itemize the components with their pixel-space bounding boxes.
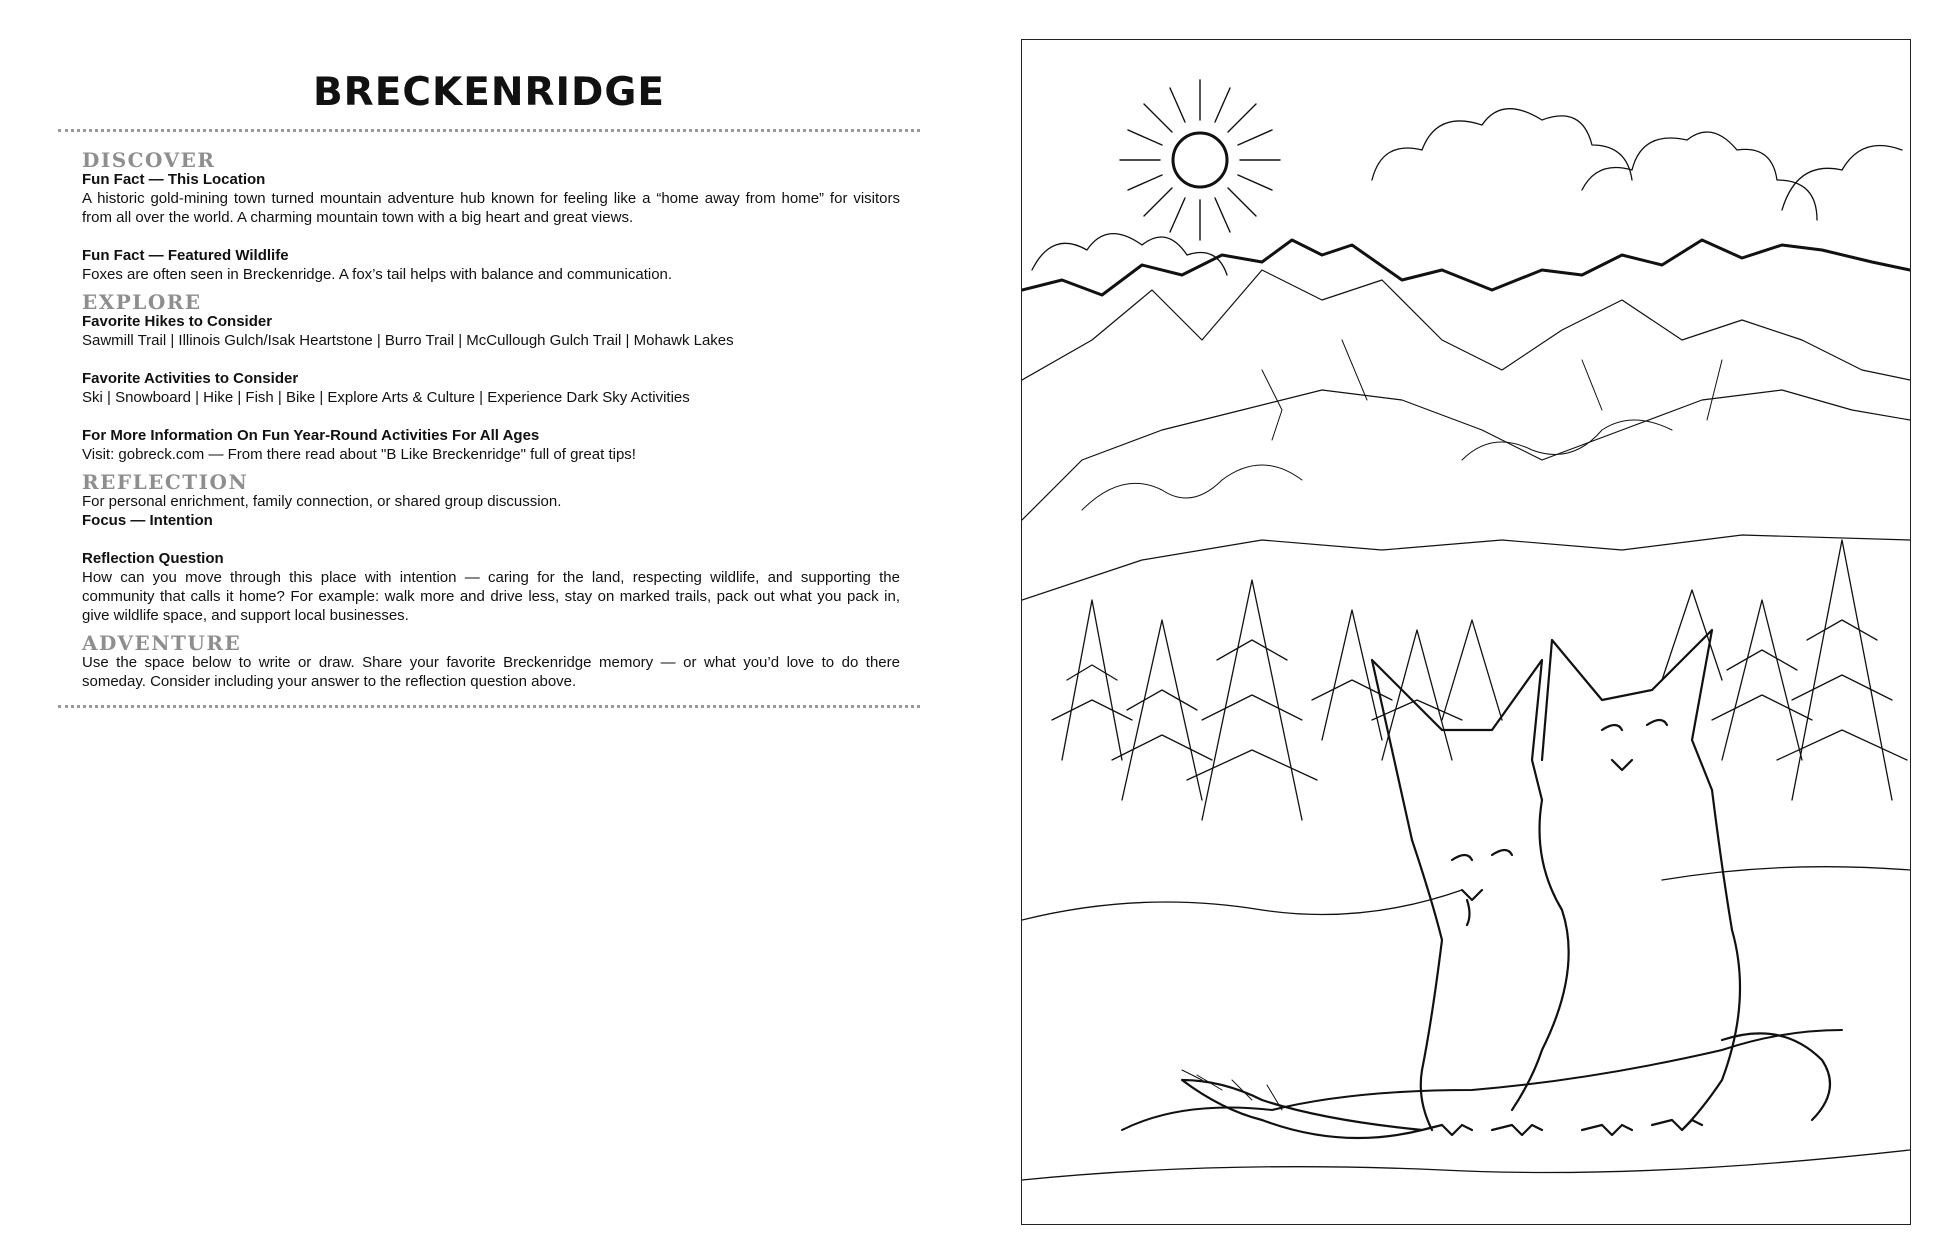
- activities-text: Ski | Snowboard | Hike | Fish | Bike | Explore Arts & Culture | Experience Dark Sky Activities: [82, 389, 690, 406]
- adventure-section: [82, 633, 900, 691]
- explore-section: [82, 292, 900, 464]
- reflection-question-text: How can you move through this place with intention — caring for the land, respecting wildlife, and supporting the community that calls it home? For example: walk more and drive less, stay on marked trails, pack out what you pack in, give wildlife space, and support local businesses.: [82, 569, 900, 624]
- fact-location-title: Fun Fact — This Location: [82, 171, 266, 188]
- fox-left: [1182, 660, 1569, 1138]
- fact-location-text: A historic gold-mining town turned mountain adventure hub known for feeling like a “home away from home” for visitors from all over the world. A charming mountain town with a big heart and great views.: [82, 190, 900, 226]
- clouds: [1032, 109, 1902, 275]
- reflection-focus: Focus — Intention: [82, 512, 213, 529]
- reflection-heading: REFLECTION: [82, 470, 249, 494]
- hikes-title: Favorite Hikes to Consider: [82, 313, 273, 330]
- snow-ground: [1022, 867, 1910, 1180]
- explore-heading: EXPLORE: [82, 290, 202, 314]
- fox-coloring-illustration: [1022, 40, 1910, 1224]
- text-column: [58, 70, 920, 708]
- adventure-text: Use the space below to write or draw. Share your favorite Breckenridge memory — or what you’d love to do there someday. Consider including your answer to the reflection question above.: [82, 654, 900, 690]
- reflection-section: [82, 472, 900, 625]
- activities-title: Favorite Activities to Consider: [82, 370, 299, 387]
- mountains: [1022, 240, 1910, 600]
- sun-icon: [1120, 80, 1280, 240]
- discover-heading: DISCOVER: [82, 148, 216, 172]
- page-title: BRECKENRIDGE: [312, 70, 666, 115]
- hikes-text: Sawmill Trail | Illinois Gulch/Isak Heartstone | Burro Trail | McCullough Gulch Trail | Mohawk Lakes: [82, 332, 734, 349]
- fact-wildlife-text: Foxes are often seen in Breckenridge. A fox’s tail helps with balance and communication.: [82, 266, 673, 283]
- fox-right: [1542, 630, 1830, 1135]
- illustration-frame: [1021, 39, 1911, 1225]
- more-info-text: Visit: gobreck.com — From there read about "B Like Breckenridge" full of great tips!: [82, 446, 636, 463]
- fact-wildlife-title: Fun Fact — Featured Wildlife: [82, 247, 289, 264]
- more-info-title: For More Information On Fun Year-Round Activities For All Ages: [82, 427, 540, 444]
- bottom-divider: [58, 705, 920, 708]
- adventure-heading: ADVENTURE: [82, 631, 242, 655]
- discover-section: [82, 150, 900, 284]
- content-body: [58, 132, 920, 691]
- reflection-intro: For personal enrichment, family connection, or shared group discussion.: [82, 493, 562, 510]
- pine-trees: [1052, 540, 1907, 820]
- reflection-question-title: Reflection Question: [82, 550, 224, 567]
